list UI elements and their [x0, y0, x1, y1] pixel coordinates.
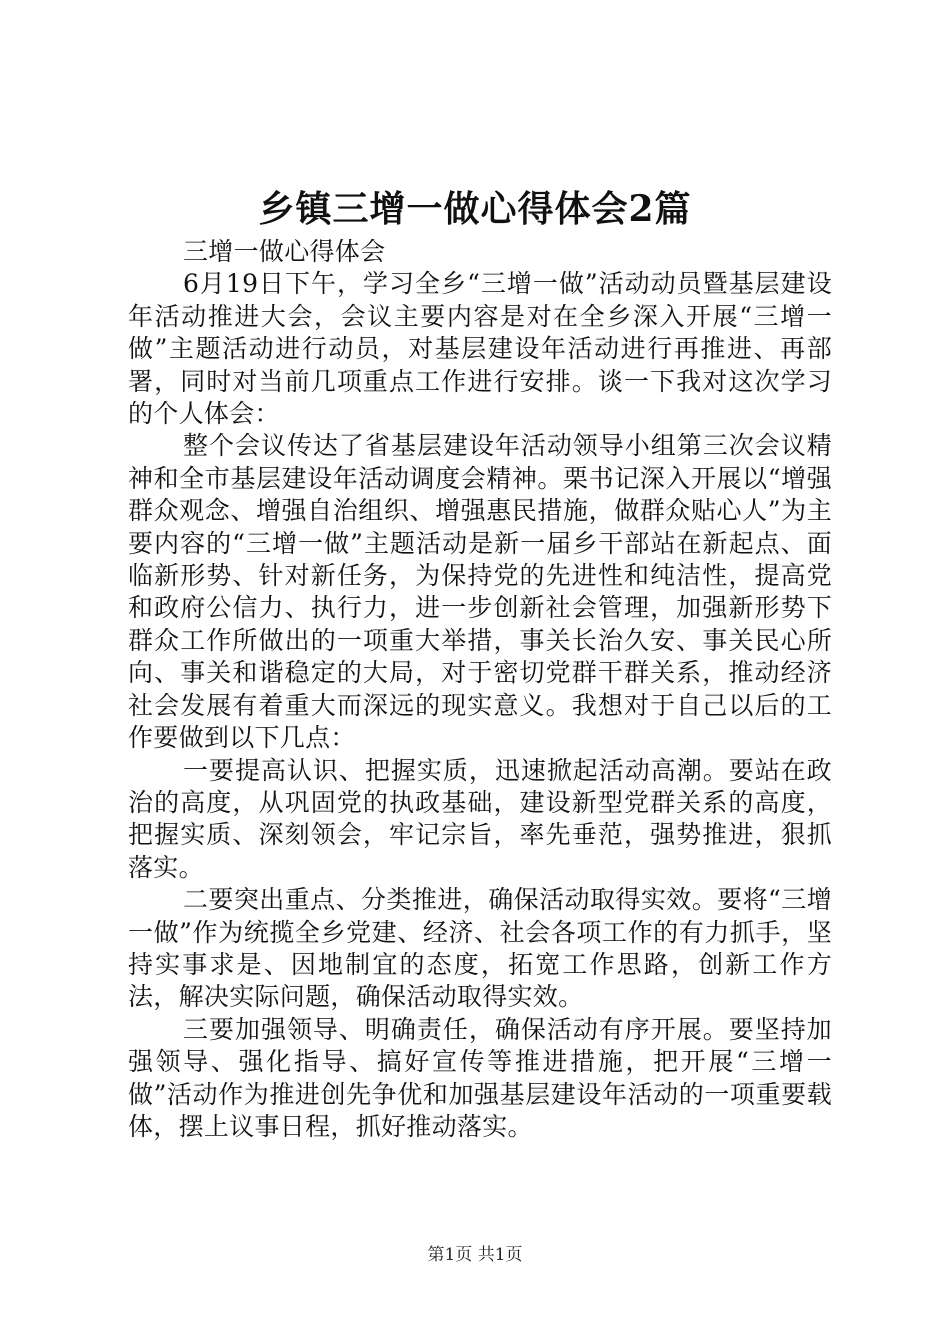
page-number-footer: 第1页 共1页	[427, 1245, 523, 1265]
paragraph-point-three: 三要加强领导、明确责任，确保活动有序开展。要坚持加强领导、强化指导、搞好宣传等推进措施，把开展“三增一做”活动作为推进创先争优和加强基层建设年活动的一项重要载体，摆上议事日程，抓好推动落实。	[128, 1014, 832, 1141]
document-body	[128, 236, 832, 1143]
document-title: 乡镇三增一做心得体会2篇	[258, 188, 692, 230]
paragraph-meeting-summary: 整个会议传达了省基层建设年活动领导小组第三次会议精神和全市基层建设年活动调度会精神。栗书记深入开展以“增强群众观念、增强自治组织、增强惠民措施，做群众贴心人”为主要内容的“三增一做”主题活动是新一届乡干部站在新起点、面临新形势、针对新任务，为保持党的先进性和纯洁性，提高党和政府公信力、执行力，进一步创新社会管理，加强新形势下群众工作所做出的一项重大举措，事关长治久安、事关民心所向、事关和谐稳定的大局，对于密切党群干群关系，推动经济社会发展有着重大而深远的现实意义。我想对于自己以后的工作要做到以下几点：	[128, 431, 832, 753]
section-subtitle: 三增一做心得体会	[183, 237, 386, 266]
paragraph-point-two: 二要突出重点、分类推进，确保活动取得实效。要将“三增一做”作为统揽全乡党建、经济、社会各项工作的有力抓手，坚持实事求是、因地制宜的态度，拓宽工作思路，创新工作方法，解决实际问题，确保活动取得实效。	[128, 885, 832, 1012]
paragraph-point-one: 一要提高认识、把握实质，迅速掀起活动高潮。要站在政治的高度，从巩固党的执政基础，建设新型党群关系的高度，把握实质、深刻领会，牢记宗旨，率先垂范，强势推进，狠抓落实。	[128, 755, 832, 882]
paragraph-intro: 6月19日下午，学习全乡“三增一做”活动动员暨基层建设年活动推进大会，会议主要内容是对在全乡深入开展“三增一做”主题活动进行动员，对基层建设年活动进行再推进、再部署，同时对当前几项重点工作进行安排。谈一下我对这次学习的个人体会：	[128, 269, 832, 429]
